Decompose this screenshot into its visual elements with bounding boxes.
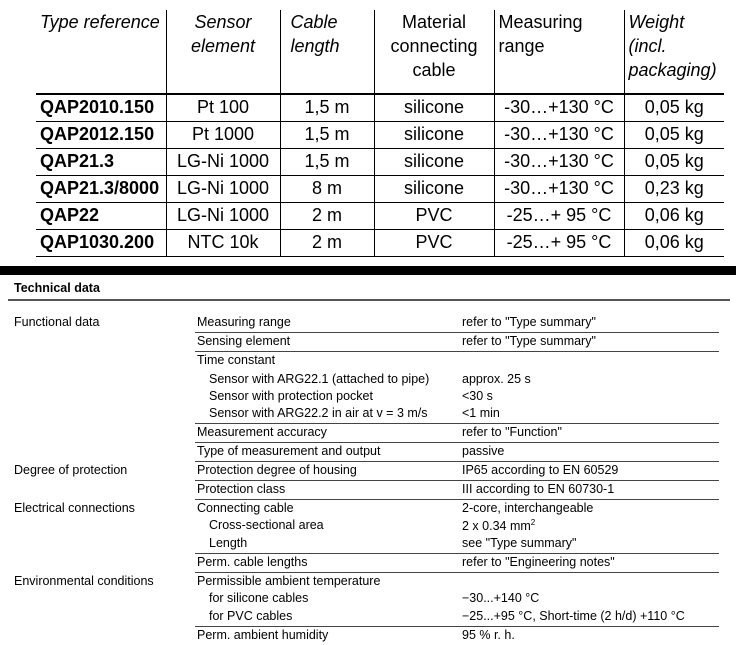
category-environmental: Environmental conditions <box>14 574 154 588</box>
spec-value: approx. 25 s <box>462 372 531 386</box>
table-row <box>36 94 724 121</box>
cable-length-cell: 1,5 m <box>280 94 374 121</box>
table-row <box>36 148 724 175</box>
type-reference-cell: QAP2010.150 <box>36 94 166 121</box>
spec-label: Protection degree of housing <box>197 463 357 477</box>
type-reference-cell: QAP2012.150 <box>36 121 166 148</box>
material-cell: PVC <box>374 202 494 229</box>
title-rule <box>8 299 730 301</box>
table-header-row <box>36 10 724 94</box>
category-functional: Functional data <box>14 315 100 329</box>
technical-data-panel <box>0 275 736 645</box>
spec-label: Perm. ambient humidity <box>197 628 329 642</box>
spec-row-length <box>0 534 736 553</box>
measuring-range-cell: -30…+130 °C <box>494 148 624 175</box>
table-row <box>36 175 724 202</box>
type-reference-cell: QAP21.3 <box>36 148 166 175</box>
type-summary-panel <box>0 0 736 266</box>
col-header-measuring-range: Measuring range <box>494 10 624 94</box>
spec-row-sensing-element <box>0 332 736 351</box>
weight-cell: 0,06 kg <box>624 229 724 256</box>
sensor-element-cell: LG-Ni 1000 <box>166 202 280 229</box>
spec-label: Length <box>209 536 248 550</box>
type-reference-cell: QAP1030.200 <box>36 229 166 256</box>
spec-row-humidity <box>0 626 736 645</box>
section-title: Technical data <box>14 281 100 295</box>
cable-length-cell: 8 m <box>280 175 374 202</box>
type-summary-table <box>36 10 724 257</box>
spec-value: 95 % r. h. <box>462 628 515 642</box>
category-protection: Degree of protection <box>14 463 128 477</box>
cross-section-value: 2 x 0.34 mm <box>462 519 531 534</box>
spec-label: Time constant <box>197 353 276 367</box>
spec-value: IP65 according to EN 60529 <box>462 463 619 477</box>
type-reference-cell: QAP21.3/8000 <box>36 175 166 202</box>
table-row <box>36 202 724 229</box>
sensor-element-cell: Pt 1000 <box>166 121 280 148</box>
sensor-element-cell: Pt 100 <box>166 94 280 121</box>
weight-cell: 0,23 kg <box>624 175 724 202</box>
material-cell: silicone <box>374 94 494 121</box>
col-header-type-reference: Type reference <box>36 10 166 94</box>
spec-row-cross-section <box>0 516 736 535</box>
weight-cell: 0,05 kg <box>624 148 724 175</box>
spec-row-protection-class <box>0 480 736 499</box>
weight-cell: 0,05 kg <box>624 121 724 148</box>
sensor-element-cell: LG-Ni 1000 <box>166 148 280 175</box>
measuring-range-cell: -30…+130 °C <box>494 94 624 121</box>
spec-label: Sensing element <box>197 334 291 348</box>
measuring-range-cell: -25…+ 95 °C <box>494 229 624 256</box>
spec-value <box>462 518 535 533</box>
sensor-element-cell: NTC 10k <box>166 229 280 256</box>
spec-value: refer to "Type summary" <box>462 315 596 329</box>
spec-label: Cross-sectional area <box>209 518 324 532</box>
col-header-sensor-element: Sensor element <box>166 10 280 94</box>
spec-value: 2-core, interchangeable <box>462 501 594 515</box>
table-row <box>36 229 724 256</box>
spec-label: Perm. cable lengths <box>197 555 308 569</box>
spec-row-accuracy <box>0 423 736 442</box>
spec-label: Measurement accuracy <box>197 425 327 439</box>
spec-row-perm-lengths <box>0 553 736 572</box>
col-header-cable-length: Cable length <box>280 10 374 94</box>
material-cell: silicone <box>374 121 494 148</box>
spec-value: see "Type summary" <box>462 536 577 550</box>
spec-row-type-output <box>0 442 736 461</box>
spec-value: passive <box>462 444 505 458</box>
measuring-range-cell: -30…+130 °C <box>494 121 624 148</box>
spec-label: Sensor with ARG22.1 (attached to pipe) <box>209 372 430 386</box>
weight-cell: 0,05 kg <box>624 94 724 121</box>
material-cell: PVC <box>374 229 494 256</box>
cable-length-cell: 1,5 m <box>280 121 374 148</box>
spec-label: Sensor with protection pocket <box>209 389 373 403</box>
spec-label: Type of measurement and output <box>197 444 381 458</box>
spec-value: <30 s <box>462 389 493 403</box>
cable-length-cell: 2 m <box>280 202 374 229</box>
spec-label: Measuring range <box>197 315 291 329</box>
material-cell: silicone <box>374 148 494 175</box>
spec-value: −30...+140 °C <box>462 591 540 605</box>
spec-value: refer to "Engineering notes" <box>462 555 615 569</box>
spec-label: for PVC cables <box>209 609 293 623</box>
table-row <box>36 121 724 148</box>
type-reference-cell: QAP22 <box>36 202 166 229</box>
spec-label: Connecting cable <box>197 501 294 515</box>
spec-label: Protection class <box>197 482 286 496</box>
measuring-range-cell: -25…+ 95 °C <box>494 202 624 229</box>
spec-label: Permissible ambient temperature <box>197 574 381 588</box>
spec-value: −25...+95 °C, Short-time (2 h/d) +110 °C <box>462 609 685 623</box>
category-electrical: Electrical connections <box>14 501 135 515</box>
spec-row-pvc <box>0 607 736 626</box>
cross-section-exponent: 2 <box>530 518 536 527</box>
cable-length-cell: 1,5 m <box>280 148 374 175</box>
spec-row-housing <box>0 461 736 480</box>
weight-cell: 0,06 kg <box>624 202 724 229</box>
spec-row-tc-air <box>0 404 736 423</box>
spec-value: refer to "Function" <box>462 425 562 439</box>
spec-value: III according to EN 60730-1 <box>462 482 615 496</box>
measuring-range-cell: -30…+130 °C <box>494 175 624 202</box>
col-header-material: Material connecting cable <box>374 10 494 94</box>
col-header-weight: Weight (incl. packaging) <box>624 10 724 94</box>
spec-row-measuring-range <box>0 313 736 332</box>
spec-row-time-constant <box>0 351 736 370</box>
material-cell: silicone <box>374 175 494 202</box>
sensor-element-cell: LG-Ni 1000 <box>166 175 280 202</box>
spec-value: <1 min <box>462 406 500 420</box>
spec-row-silicone <box>0 589 736 608</box>
spec-value: refer to "Type summary" <box>462 334 596 348</box>
cable-length-cell: 2 m <box>280 229 374 256</box>
spec-label: for silicone cables <box>209 591 309 605</box>
spec-label: Sensor with ARG22.2 in air at v = 3 m/s <box>209 406 428 420</box>
